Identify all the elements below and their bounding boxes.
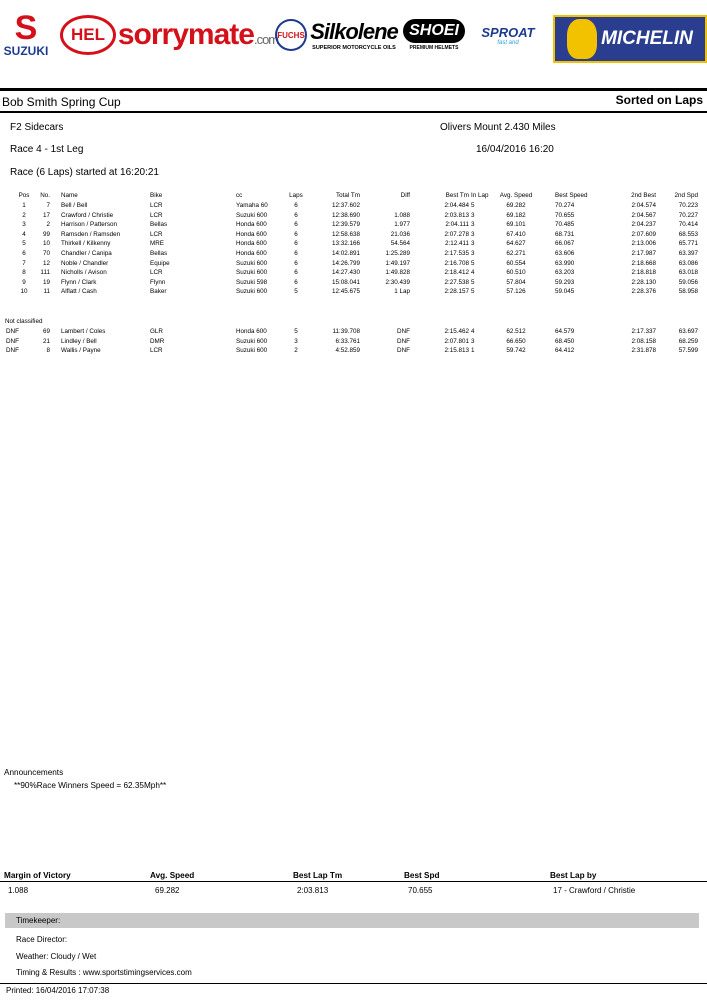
michelin-logo: MICHELIN xyxy=(553,15,707,63)
result-cell-pos: 9 xyxy=(22,278,26,286)
dnf-cell-best-spd: 64.579 xyxy=(555,328,575,335)
result-cell-second-spd: 70.414 xyxy=(678,221,698,229)
result-cell-second-spd: 70.223 xyxy=(678,202,698,209)
result-cell-second-best: 2:28.130 xyxy=(631,278,656,286)
shoei-logo: SHOEI PREMIUM HELMETS xyxy=(404,0,464,70)
result-cell-diff: 1:25.289 xyxy=(385,250,410,257)
result-cell-second-spd: 63.086 xyxy=(678,259,698,267)
result-cell-second-spd: 70.227 xyxy=(678,211,698,219)
col-header-no: No. xyxy=(40,192,50,199)
result-cell-cc: Honda 600 xyxy=(236,250,267,257)
result-cell-second-spd: 58.958 xyxy=(678,288,698,296)
weather: Weather: Cloudy / Wet xyxy=(16,952,97,961)
dnf-cell-total: 11:39.708 xyxy=(332,328,360,335)
result-cell-second-best: 2:28.376 xyxy=(631,288,656,296)
col-header-second-best: 2nd Best xyxy=(631,192,656,199)
result-cell-no: 12 xyxy=(42,259,50,267)
col-header-in-lap: In Lap xyxy=(471,192,489,199)
result-cell-no: 2 xyxy=(46,221,50,229)
dnf-cell-bike: GLR xyxy=(150,328,163,335)
best-lap-by-header: Best Lap by xyxy=(550,871,597,880)
result-cell-in-lap: 5 xyxy=(471,259,475,267)
margin-value: 1.088 xyxy=(8,886,29,895)
result-cell-avg: 67.410 xyxy=(506,230,526,238)
summary-rule xyxy=(0,881,707,882)
announcements-label: Announcements xyxy=(4,768,64,777)
dnf-cell-laps: 5 xyxy=(294,328,298,335)
fuchs-logo: FUCHS xyxy=(276,0,306,70)
bottom-rule xyxy=(0,983,707,984)
result-cell-diff: 2:30.439 xyxy=(385,278,410,286)
result-cell-in-lap: 5 xyxy=(471,278,475,286)
dnf-cell-diff: DNF xyxy=(397,328,410,335)
result-cell-avg: 69.282 xyxy=(506,202,526,209)
dnf-cell-best-tm: 2:07.801 xyxy=(444,337,469,345)
result-cell-best-tm: 2:04.111 xyxy=(445,221,469,229)
result-cell-cc: Suzuki 600 xyxy=(236,259,268,267)
title-rule xyxy=(0,111,707,113)
result-cell-laps: 6 xyxy=(294,259,298,267)
result-cell-best-spd: 63.606 xyxy=(555,250,575,257)
result-cell-in-lap: 3 xyxy=(471,211,475,219)
dnf-cell-no: 69 xyxy=(42,328,50,335)
result-cell-diff: 1.088 xyxy=(394,211,410,219)
race-name: Race 4 - 1st Leg xyxy=(10,144,84,155)
result-cell-bike: LCR xyxy=(150,202,163,209)
result-cell-avg: 64.627 xyxy=(506,240,526,248)
result-cell-best-spd: 63.203 xyxy=(555,269,575,277)
result-cell-best-tm: 2:17.535 xyxy=(444,250,469,257)
dnf-cell-second-best: 2:08.158 xyxy=(631,337,656,345)
best-lap-header: Best Lap Tm xyxy=(293,871,343,880)
result-cell-bike: Equipe xyxy=(150,259,170,267)
dnf-cell-avg: 66.650 xyxy=(506,337,526,345)
result-cell-name: Bell / Bell xyxy=(61,202,88,209)
result-cell-no: 7 xyxy=(46,202,50,209)
result-cell-second-spd: 63.018 xyxy=(678,269,698,277)
result-cell-laps: 6 xyxy=(294,240,298,248)
result-cell-best-spd: 66.067 xyxy=(555,240,575,248)
result-cell-pos: 6 xyxy=(22,250,26,257)
result-cell-no: 11 xyxy=(43,288,50,296)
dnf-cell-pos: DNF xyxy=(6,347,19,355)
col-header-total: Total Tm xyxy=(335,192,360,199)
result-cell-best-tm: 2:12.411 xyxy=(444,240,469,248)
result-cell-in-lap: 3 xyxy=(471,230,475,238)
page-title: Bob Smith Spring Cup xyxy=(2,95,121,109)
col-header-best-tm: Best Tm xyxy=(445,192,469,199)
result-cell-avg: 60.510 xyxy=(506,269,526,277)
suzuki-logo: S SUZUKI xyxy=(3,9,49,58)
result-cell-bike: LCR xyxy=(150,211,163,219)
dnf-cell-in-lap: 1 xyxy=(471,347,475,355)
result-cell-second-spd: 68.553 xyxy=(678,230,698,238)
result-cell-best-tm: 2:16.708 xyxy=(444,259,469,267)
result-cell-name: Harrison / Patterson xyxy=(61,221,117,229)
circuit: Olivers Mount 2.430 Miles xyxy=(440,122,556,133)
result-cell-diff: 1:49.197 xyxy=(385,259,410,267)
result-cell-laps: 6 xyxy=(294,278,298,286)
result-cell-total: 14:27.430 xyxy=(331,269,360,277)
dnf-cell-diff: DNF xyxy=(397,337,410,345)
result-cell-avg: 57.126 xyxy=(506,288,526,296)
result-cell-name: Nicholls / Avison xyxy=(61,269,107,277)
dnf-cell-name: Lindley / Bell xyxy=(61,337,97,345)
result-cell-second-best: 2:04.237 xyxy=(631,221,656,229)
result-cell-diff: 1 Lap xyxy=(394,288,410,296)
result-cell-in-lap: 4 xyxy=(471,269,475,277)
result-cell-bike: MRE xyxy=(150,240,164,248)
result-cell-no: 17 xyxy=(42,211,50,219)
result-cell-pos: 8 xyxy=(22,269,26,277)
col-header-best-speed: Best Speed xyxy=(555,192,588,199)
best-lap-by-value: 17 - Crawford / Christie xyxy=(553,886,636,895)
dnf-cell-name: Lambert / Coles xyxy=(61,328,106,335)
dnf-cell-no: 8 xyxy=(46,347,50,355)
dnf-cell-laps: 3 xyxy=(294,337,298,345)
result-cell-bike: LCR xyxy=(150,230,163,238)
result-cell-total: 14:02.891 xyxy=(331,250,360,257)
dnf-cell-best-tm: 2:15.813 xyxy=(444,347,469,355)
result-cell-bike: Baker xyxy=(150,288,167,296)
timekeeper: Timekeeper: xyxy=(16,916,61,925)
best-spd-header: Best Spd xyxy=(404,871,440,880)
suzuki-s-icon: S xyxy=(14,9,38,47)
result-cell-total: 12:38.690 xyxy=(331,211,360,219)
silkolene-logo: Silkolene SUPERIOR MOTORCYCLE OILS xyxy=(310,19,398,51)
result-cell-pos: 10 xyxy=(20,288,28,296)
result-cell-avg: 62.271 xyxy=(506,250,526,257)
dnf-cell-cc: Suzuki 600 xyxy=(236,347,268,355)
result-cell-best-tm: 2:04.484 xyxy=(444,202,469,209)
col-header-avg-speed: Avg. Speed xyxy=(499,192,533,199)
dnf-cell-total: 4:52.859 xyxy=(335,347,360,355)
result-cell-no: 111 xyxy=(40,269,50,277)
result-cell-total: 12:58.638 xyxy=(331,230,360,238)
class-name: F2 Sidecars xyxy=(10,122,64,133)
result-cell-cc: Yamaha 60 xyxy=(236,202,268,209)
result-cell-no: 19 xyxy=(42,278,50,286)
result-cell-laps: 6 xyxy=(294,269,298,277)
result-cell-cc: Suzuki 600 xyxy=(236,211,268,219)
result-cell-avg: 69.182 xyxy=(506,211,526,219)
announcements-text: **90%Race Winners Speed = 62.35Mph** xyxy=(14,781,167,790)
result-cell-name: Alflatt / Cash xyxy=(61,288,97,296)
result-cell-total: 12:39.579 xyxy=(331,221,360,229)
result-cell-best-spd: 68.731 xyxy=(555,230,575,238)
printed-timestamp: Printed: 16/04/2016 17:07:38 xyxy=(6,986,110,995)
result-cell-second-best: 2:04.567 xyxy=(631,211,656,219)
avg-speed-header: Avg. Speed xyxy=(150,871,195,880)
dnf-cell-pos: DNF xyxy=(6,337,19,345)
result-cell-name: Crawford / Christie xyxy=(61,211,114,219)
dnf-cell-best-spd: 68.450 xyxy=(555,337,575,345)
result-cell-laps: 6 xyxy=(294,250,298,257)
dnf-cell-second-spd: 68.259 xyxy=(678,337,698,345)
result-cell-laps: 6 xyxy=(294,211,298,219)
result-cell-diff: 1.977 xyxy=(394,221,410,229)
result-cell-diff: 54.564 xyxy=(390,240,410,248)
result-cell-in-lap: 5 xyxy=(471,288,475,296)
result-cell-name: Noble / Chandler xyxy=(61,259,109,267)
dnf-cell-second-spd: 57.599 xyxy=(678,347,698,355)
result-cell-second-best: 2:04.574 xyxy=(631,202,656,209)
result-cell-total: 13:32.166 xyxy=(331,240,360,248)
result-cell-name: Ramsden / Ramsden xyxy=(61,230,121,238)
dnf-cell-diff: DNF xyxy=(397,347,410,355)
result-cell-name: Chandler / Canipa xyxy=(61,250,112,257)
dnf-cell-second-best: 2:31.878 xyxy=(631,347,656,355)
result-cell-second-best: 2:18.668 xyxy=(631,259,656,267)
result-cell-best-spd: 70.485 xyxy=(555,221,575,229)
result-cell-best-spd: 59.045 xyxy=(555,288,575,296)
best-lap-value: 2:03.813 xyxy=(297,886,329,895)
result-cell-bike: LCR xyxy=(150,269,163,277)
col-header-name: Name xyxy=(61,192,78,199)
result-cell-best-tm: 2:03.813 xyxy=(444,211,469,219)
top-rule xyxy=(0,88,707,91)
dnf-cell-name: Wallis / Payne xyxy=(61,347,101,355)
dnf-cell-cc: Suzuki 600 xyxy=(236,337,268,345)
result-cell-cc: Honda 600 xyxy=(236,230,267,238)
result-cell-laps: 6 xyxy=(294,221,298,229)
result-cell-avg: 57.804 xyxy=(506,278,526,286)
result-cell-cc: Suzuki 600 xyxy=(236,288,268,296)
col-header-cc: cc xyxy=(236,192,243,199)
result-cell-pos: 1 xyxy=(22,202,26,209)
margin-header: Margin of Victory xyxy=(4,871,71,880)
result-cell-second-best: 2:18.818 xyxy=(631,269,656,277)
dnf-cell-bike: DMR xyxy=(150,337,165,345)
result-cell-total: 14:26.799 xyxy=(331,259,360,267)
result-cell-second-spd: 63.397 xyxy=(678,250,698,257)
race-datetime: 16/04/2016 16:20 xyxy=(476,144,554,155)
result-cell-in-lap: 3 xyxy=(471,250,475,257)
result-cell-no: 70 xyxy=(42,250,50,257)
dnf-cell-avg: 62.512 xyxy=(506,328,526,335)
result-cell-in-lap: 3 xyxy=(471,221,475,229)
result-cell-laps: 5 xyxy=(294,288,298,296)
result-cell-in-lap: 5 xyxy=(471,202,475,209)
dnf-cell-cc: Honda 600 xyxy=(236,328,267,335)
result-cell-pos: 5 xyxy=(22,240,26,248)
result-cell-total: 12:45.675 xyxy=(331,288,360,296)
result-cell-avg: 69.101 xyxy=(506,221,526,229)
dnf-cell-second-spd: 63.697 xyxy=(678,328,698,335)
result-cell-name: Flynn / Clark xyxy=(61,278,97,286)
col-header-second-spd: 2nd Spd xyxy=(674,192,698,199)
col-header-pos: Pos xyxy=(18,192,30,199)
result-cell-best-spd: 70.655 xyxy=(555,211,575,219)
result-cell-diff: 1:49.828 xyxy=(385,269,410,277)
result-cell-name: Thirkell / Kilkenny xyxy=(61,240,111,248)
result-cell-no: 99 xyxy=(42,230,50,238)
result-cell-bike: Flynn xyxy=(150,278,166,286)
result-cell-second-spd: 65.771 xyxy=(678,240,698,248)
result-cell-bike: Bellas xyxy=(150,221,168,229)
result-cell-diff: 21.036 xyxy=(390,230,410,238)
sproat-logo: SPROAT fast and xyxy=(481,24,535,46)
dnf-cell-second-best: 2:17.337 xyxy=(631,328,656,335)
result-cell-pos: 7 xyxy=(22,259,26,267)
sorrymate-logo: sorrymate .com xyxy=(117,18,279,51)
dnf-cell-total: 6:33.761 xyxy=(335,337,360,345)
result-cell-in-lap: 3 xyxy=(471,240,475,248)
best-spd-value: 70.655 xyxy=(408,886,433,895)
not-classified-label: Not classified xyxy=(5,318,43,325)
result-cell-total: 12:37.602 xyxy=(331,202,360,209)
result-cell-avg: 60.554 xyxy=(506,259,526,267)
col-header-laps: Laps xyxy=(289,192,303,199)
race-director: Race Director: xyxy=(16,935,68,944)
dnf-cell-in-lap: 4 xyxy=(471,328,475,335)
race-start: Race (6 Laps) started at 16:20:21 xyxy=(10,167,159,178)
dnf-cell-pos: DNF xyxy=(6,328,19,335)
sort-label: Sorted on Laps xyxy=(615,93,703,107)
dnf-cell-bike: LCR xyxy=(150,347,163,355)
result-cell-second-best: 2:07.609 xyxy=(631,230,656,238)
result-cell-pos: 4 xyxy=(22,230,26,238)
result-cell-best-tm: 2:18.412 xyxy=(444,269,469,277)
result-cell-cc: Honda 600 xyxy=(236,240,267,248)
dnf-cell-best-tm: 2:15.462 xyxy=(444,328,469,335)
col-header-diff: Diff xyxy=(400,192,410,199)
hel-logo: HEL xyxy=(58,0,118,70)
result-cell-cc: Honda 600 xyxy=(236,221,267,229)
dnf-cell-best-spd: 64.412 xyxy=(555,347,575,355)
result-cell-bike: Bellas xyxy=(150,250,168,257)
result-cell-total: 15:08.041 xyxy=(331,278,360,286)
result-cell-best-tm: 2:27.538 xyxy=(444,278,469,286)
michelin-man-icon xyxy=(567,19,597,59)
result-cell-best-spd: 63.990 xyxy=(555,259,575,267)
result-cell-best-spd: 59.293 xyxy=(555,278,575,286)
dnf-cell-laps: 2 xyxy=(294,347,298,355)
result-cell-pos: 2 xyxy=(22,211,26,219)
result-cell-cc: Suzuki 598 xyxy=(236,278,268,286)
dnf-cell-no: 21 xyxy=(42,337,50,345)
result-cell-best-spd: 70.274 xyxy=(555,202,575,209)
result-cell-best-tm: 2:07.278 xyxy=(444,230,469,238)
avg-speed-value: 69.282 xyxy=(155,886,180,895)
result-cell-best-tm: 2:28.157 xyxy=(444,288,469,296)
result-cell-second-spd: 59.056 xyxy=(678,278,698,286)
col-header-bike: Bike xyxy=(150,192,163,199)
timekeeper-bar xyxy=(5,913,699,928)
result-cell-no: 10 xyxy=(42,240,50,248)
result-cell-laps: 6 xyxy=(294,202,298,209)
result-cell-laps: 6 xyxy=(294,230,298,238)
dnf-cell-in-lap: 3 xyxy=(471,337,475,345)
timing-credit: Timing & Results : www.sportstimingservices.com xyxy=(16,968,192,977)
result-cell-cc: Suzuki 600 xyxy=(236,269,268,277)
result-cell-second-best: 2:17.987 xyxy=(631,250,656,257)
result-cell-second-best: 2:13.006 xyxy=(631,240,656,248)
dnf-cell-avg: 59.742 xyxy=(506,347,526,355)
result-cell-pos: 3 xyxy=(22,221,26,229)
